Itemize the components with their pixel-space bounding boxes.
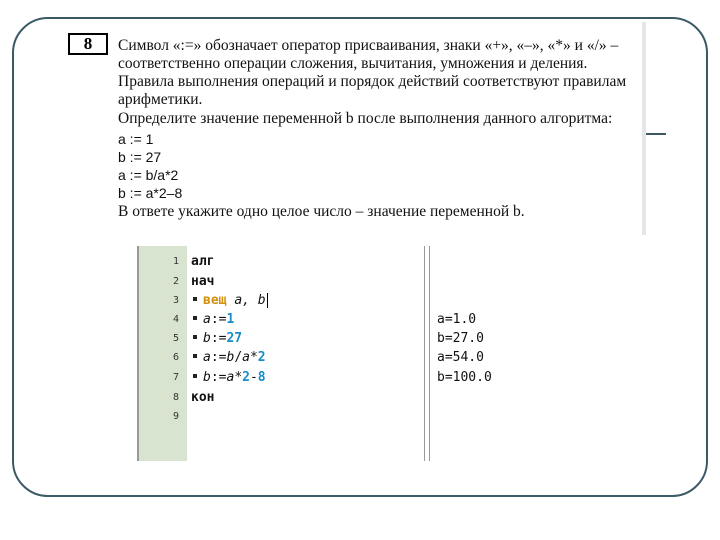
var-a: a bbox=[242, 350, 250, 365]
task-card-edge bbox=[642, 22, 646, 235]
output-line: b=100.0 bbox=[437, 370, 492, 385]
code-line-6[interactable] bbox=[191, 350, 266, 365]
code-line-8[interactable] bbox=[191, 390, 214, 405]
line-number: 1 bbox=[172, 256, 179, 267]
literal: 27 bbox=[226, 331, 243, 346]
assign-op: := bbox=[210, 312, 227, 327]
code-line-2[interactable] bbox=[191, 274, 214, 289]
keyword-alg: алг bbox=[191, 254, 215, 269]
indent-dot-icon bbox=[193, 374, 197, 378]
output-line: a=1.0 bbox=[437, 312, 477, 327]
literal: 2 bbox=[257, 350, 266, 365]
line-number: 9 bbox=[172, 411, 179, 422]
minus-op: - bbox=[249, 370, 258, 385]
task-code-line-4: b := a*2–8 bbox=[118, 185, 183, 201]
var-a: a bbox=[203, 350, 211, 365]
line-number: 6 bbox=[172, 352, 179, 363]
text-cursor bbox=[267, 293, 268, 308]
code-editor[interactable] bbox=[137, 246, 560, 461]
var-b: b bbox=[203, 331, 211, 346]
div-op: / bbox=[234, 350, 243, 365]
declared-vars: a, b bbox=[234, 293, 266, 308]
output-line: b=27.0 bbox=[437, 331, 484, 346]
code-line-7[interactable] bbox=[191, 370, 266, 385]
task-code-line-3: a := b/a*2 bbox=[118, 167, 179, 183]
code-line-5[interactable] bbox=[191, 331, 242, 346]
line-number: 3 bbox=[172, 295, 179, 306]
var-a: a bbox=[226, 370, 235, 385]
keyword-nach: нач bbox=[191, 274, 215, 289]
task-text-line-1: Символ «:=» обозначает оператор присваивания, знаки «+», «–», «*» и «/» – bbox=[118, 37, 619, 54]
assign-op: := bbox=[210, 350, 227, 365]
keyword-kon: кон bbox=[191, 390, 215, 405]
task-question: Определите значение переменной b после выполнения данного алгоритма: bbox=[118, 110, 613, 127]
mul-op: * bbox=[249, 350, 258, 365]
var-b: b bbox=[203, 370, 211, 385]
output-line: a=54.0 bbox=[437, 350, 484, 365]
literal: 1 bbox=[226, 312, 235, 327]
var-a: a bbox=[203, 312, 211, 327]
code-line-4[interactable] bbox=[191, 312, 234, 327]
line-number: 4 bbox=[172, 314, 179, 325]
indent-dot-icon bbox=[193, 297, 197, 301]
task-text-line-4: арифметики. bbox=[118, 91, 203, 108]
code-line-1[interactable] bbox=[191, 254, 214, 269]
assign-op: := bbox=[210, 370, 227, 385]
pane-divider[interactable] bbox=[424, 246, 430, 461]
line-number: 5 bbox=[172, 333, 179, 344]
indent-dot-icon bbox=[193, 335, 197, 339]
literal: 2 bbox=[242, 370, 250, 385]
frame-accent-line bbox=[646, 133, 666, 135]
indent-dot-icon bbox=[193, 316, 197, 320]
mul-op: * bbox=[234, 370, 243, 385]
line-number: 7 bbox=[172, 372, 179, 383]
task-text-line-3: Правила выполнения операций и порядок действий соответствуют правилам bbox=[118, 73, 627, 90]
task-number: 8 bbox=[68, 33, 108, 55]
literal: 8 bbox=[257, 370, 266, 385]
line-number: 2 bbox=[172, 276, 179, 287]
assign-op: := bbox=[210, 331, 227, 346]
task-text-line-2: соответственно операции сложения, вычитания, умножения и деления. bbox=[118, 55, 588, 72]
indent-dot-icon bbox=[193, 354, 197, 358]
keyword-vesh: вещ bbox=[203, 293, 227, 308]
task-code-line-1: a := 1 bbox=[118, 131, 154, 147]
line-number: 8 bbox=[172, 392, 179, 403]
task-answer-hint: В ответе укажите одно целое число – значение переменной b. bbox=[118, 203, 525, 220]
code-line-3[interactable] bbox=[191, 293, 268, 308]
var-b: b bbox=[226, 350, 235, 365]
task-code-line-2: b := 27 bbox=[118, 149, 162, 165]
